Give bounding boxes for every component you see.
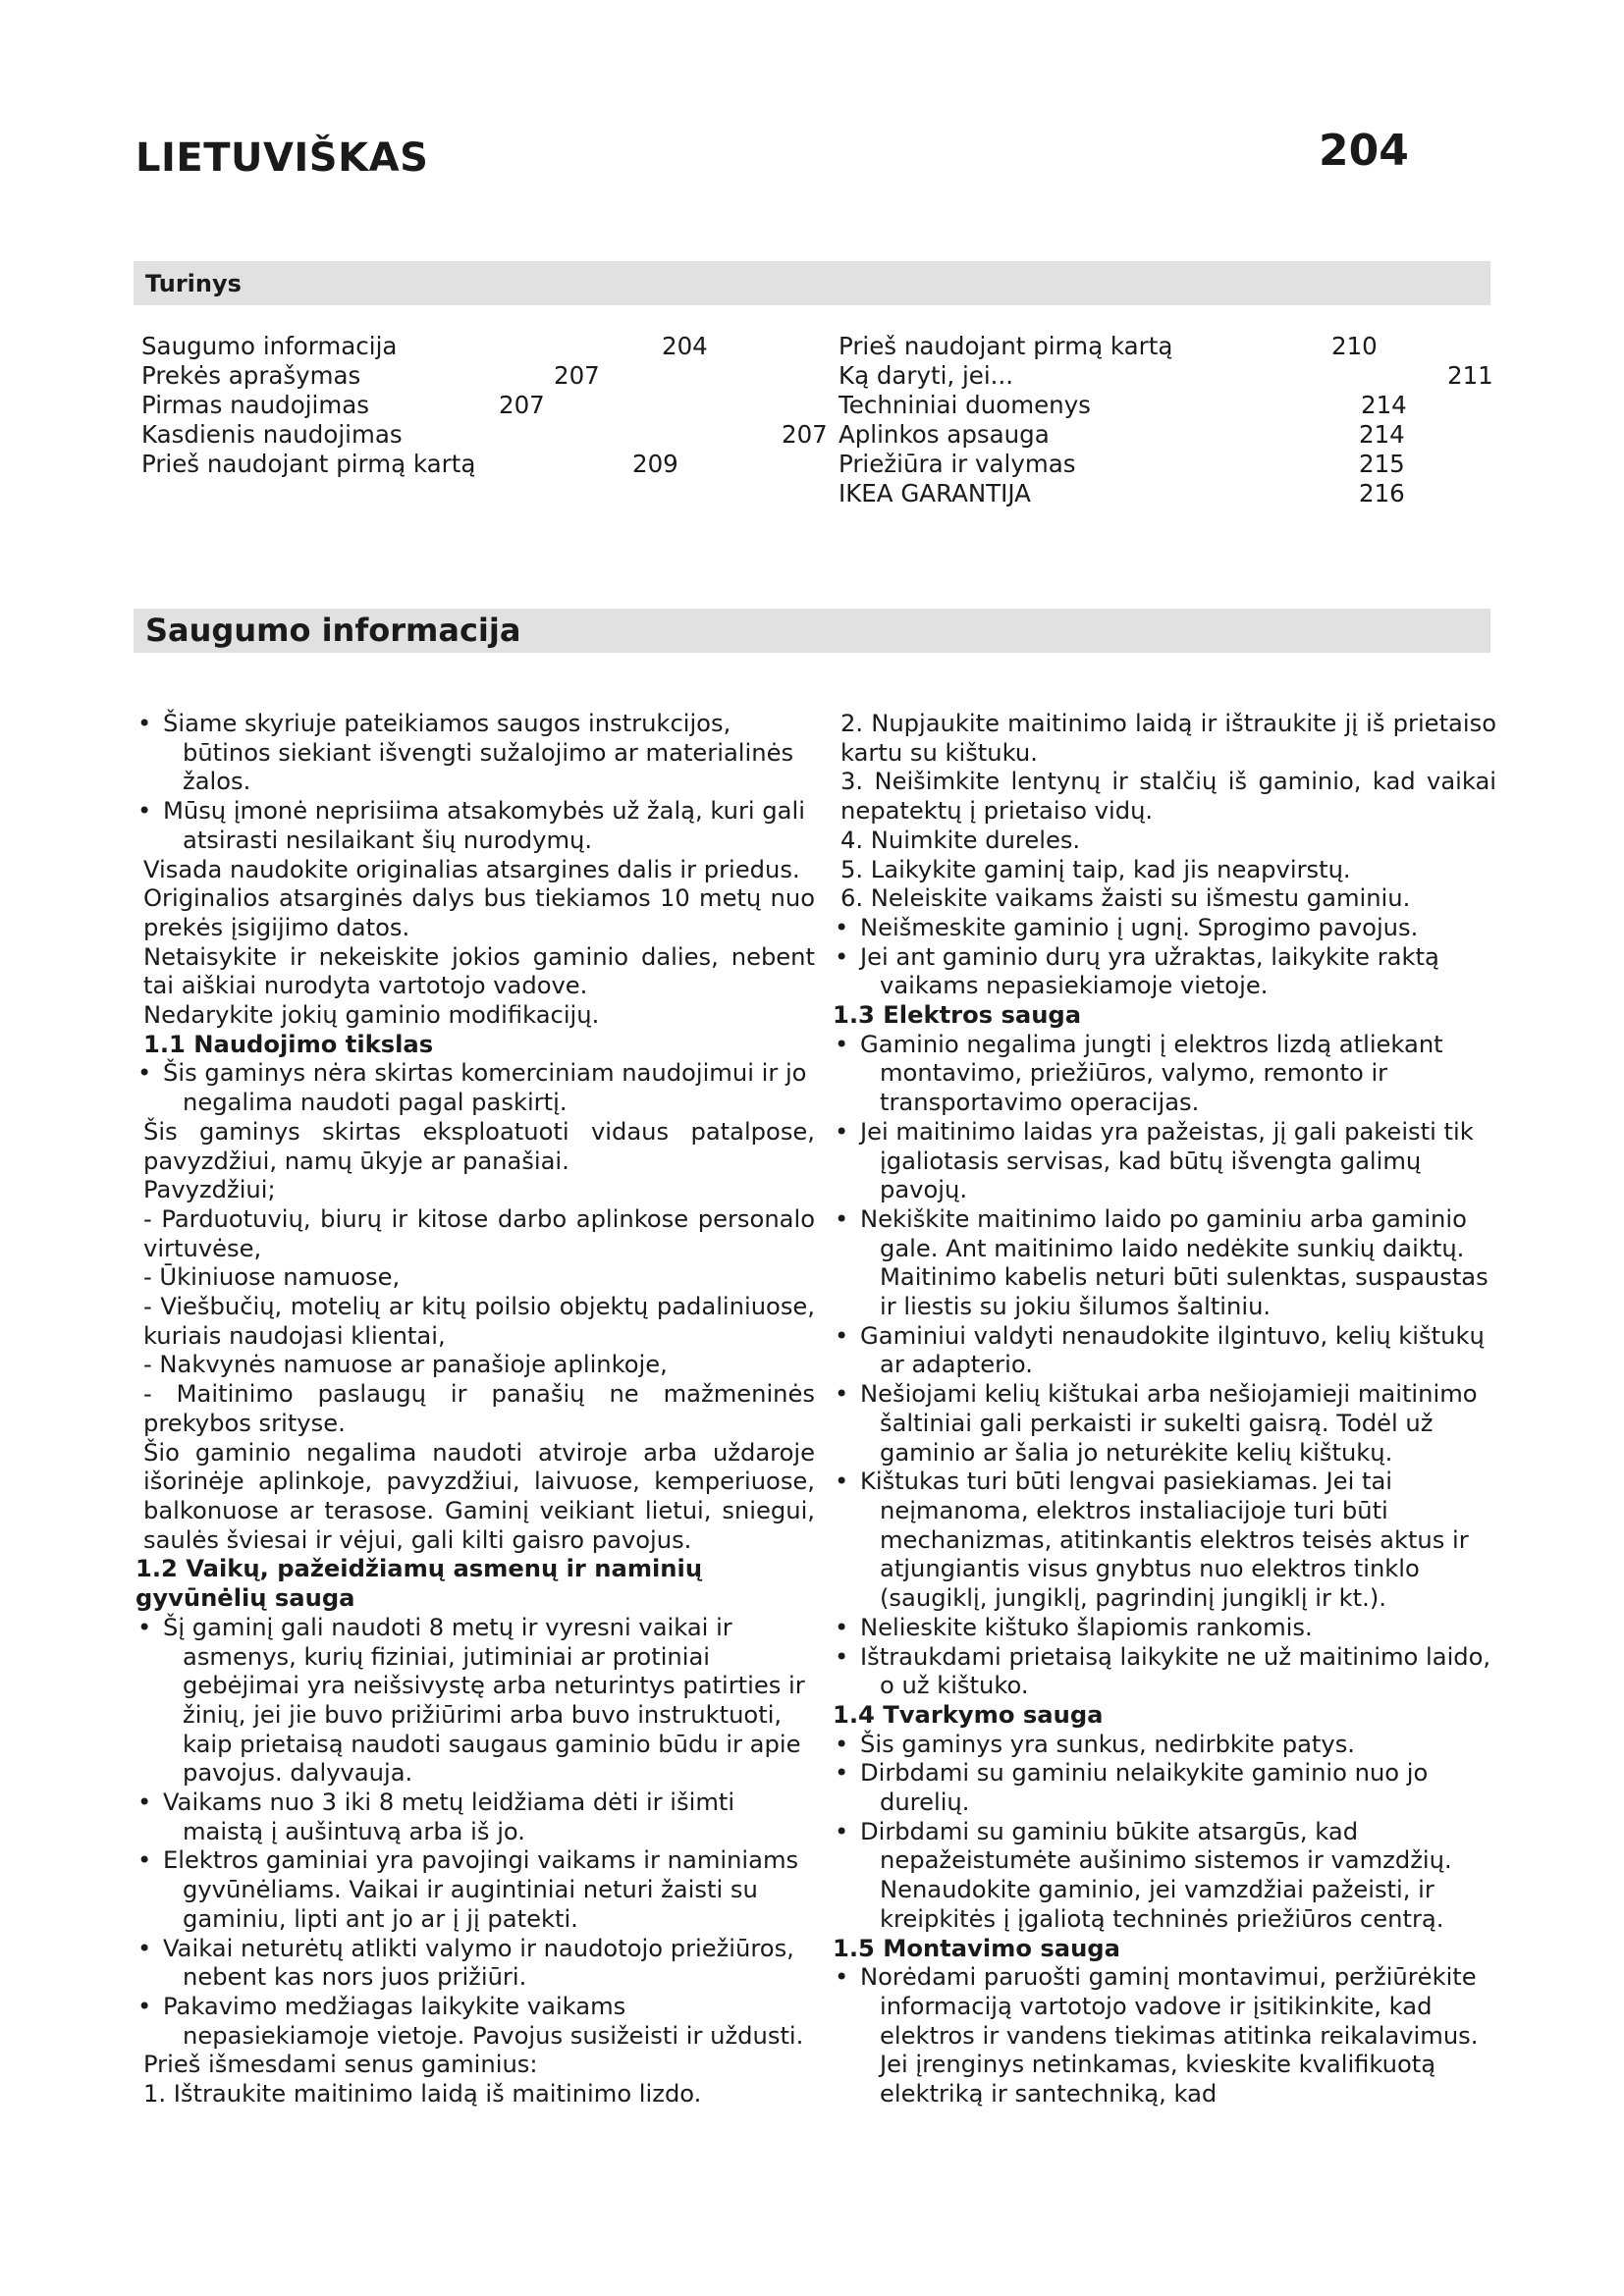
toc-entry-label: Prekės aprašymas [141,361,361,390]
toc-entry[interactable] [839,361,1493,391]
subsection-heading: 1.3 Elektros sauga [833,1001,1082,1030]
bullet-item [135,1846,815,1934]
paragraph: - Nakvynės namuose ar panašioje aplinkoje, [143,1351,668,1379]
bullet-text: Nekiškite maitinimo laido po gaminiu arba gaminio gale. Ant maitinimo laido nedėkite sunkių daiktų. Maitinimo kabelis neturi būti sulenktas, suspaustas ir liestis su jokiu šilumos šaltiniu. [860,1204,1489,1321]
bullet-text: Ištraukdami prietaisą laikykite ne už maitinimo laido, o už kištuko. [860,1642,1491,1700]
toc-entry-page: 204 [662,332,708,360]
bullet-icon: • [137,1992,152,2020]
bullet-item [833,1118,1496,1205]
paragraph: - Ūkiniuose namuose, [143,1263,401,1292]
toc-entry-label: Priežiūra ir valymas [839,450,1076,478]
bullet-item [833,1468,1496,1614]
bullet-item [833,914,1496,943]
bullet-icon: • [835,1468,849,1496]
toc-entry[interactable] [141,332,708,361]
bullet-item [135,1614,815,1789]
toc-entry-label: Kasdienis naudojimas [141,420,403,449]
bullet-icon: • [137,1846,152,1875]
bullet-icon: • [835,1759,849,1788]
bullet-icon: • [137,1613,152,1641]
subsection-heading: 1.4 Tvarkymo sauga [833,1700,1104,1729]
bullet-text: Šiame skyriuje pateikiamos saugos instrukcijos, būtinos siekiant išvengti sužalojimo ar materialinės žalos. [163,710,794,796]
toc-entry[interactable] [839,450,1405,479]
paragraph: Šio gaminio negalima naudoti atviroje arba uždaroje išorinėje aplinkoje, pavyzdžiui, laivuose, kemperiuose, balkonuose ar terasose. Gaminį veikiant lietui, sniegui, saulės šviesai ir vėjui, gali kilti gaisro pavojus. [143,1438,815,1554]
bullet-icon: • [835,1117,849,1146]
bullet-item [833,1759,1496,1817]
bullet-text: Neišmeskite gaminio į ugnį. Sprogimo pavojus. [860,913,1419,941]
toc-entry-label: Saugumo informacija [141,332,398,360]
bullet-text: Jei maitinimo laidas yra pažeistas, jį gali pakeisti tik įgaliotasis servisas, kad būtų išvengta galimų pavojų. [860,1117,1474,1204]
bullet-text: Dirbdami su gaminiu būkite atsargūs, kad nepažeistumėte aušinimo sistemos ir vamzdžių. Nenaudokite gaminio, jei vamzdžiai pažeisti, ir kreipkitės į įgaliotą techninės priežiūros centrą. [860,1817,1452,1933]
bullet-text: Mūsų įmonė neprisiima atsakomybės už žalą, kuri gali atsirasti nesilaikant šių nurodymų. [163,797,805,854]
paragraph: Prieš išmesdami senus gaminius: [143,2051,538,2079]
bullet-item [833,943,1496,1001]
bullet-icon: • [137,1789,152,1817]
paragraph: 1. Ištraukite maitinimo laidą iš maitinimo lizdo. [143,2080,702,2109]
toc-entry-label: Techniniai duomenys [839,391,1091,419]
bullet-text: Elektros gaminiai yra pavojingi vaikams ir naminiams gyvūnėliams. Vaikai ir augintiniai neturi žaisti su gaminiu, lipti ant jo ar į jį patekti. [163,1846,799,1933]
bullet-icon: • [835,1963,849,1992]
toc-entry-page: 207 [499,391,545,419]
paragraph: 6. Neleiskite vaikams žaisti su išmestu gaminiu. [840,884,1411,913]
bullet-text: Jei ant gaminio durų yra užraktas, laikykite raktą vaikams nepasiekiamoje vietoje. [860,942,1439,1000]
paragraph: - Parduotuvių, biurų ir kitose darbo aplinkose personalo virtuvėse, [143,1204,815,1262]
toc-entry-page: 215 [1359,450,1405,478]
paragraph: - Maitinimo paslaugų ir panašių ne mažmeninės prekybos srityse. [143,1380,815,1437]
toc-entry-label: Aplinkos apsauga [839,420,1050,449]
toc-heading-band [134,261,1490,305]
toc-entry-label: Ką daryti, jei... [839,361,1014,390]
paragraph: Netaisykite ir nekeiskite jokios gaminio dalies, nebent tai aiškiai nurodyta vartotojo vadove. [143,942,815,1000]
bullet-text: Dirbdami su gaminiu nelaikykite gaminio nuo jo durelių. [860,1759,1429,1817]
toc-entry-label: IKEA GARANTIJA [839,479,1031,507]
bullet-text: Gaminio negalima jungti į elektros lizdą atliekant montavimo, priežiūros, valymo, remonto ir transportavimo operacijas. [860,1030,1443,1117]
toc-entry-page: 207 [554,361,600,390]
bullet-item [833,1643,1496,1701]
toc-entry-page: 211 [1447,361,1493,390]
bullet-icon: • [835,1380,849,1409]
paragraph: - Viešbučių, motelių ar kitų poilsio objektų padaliniuose, kuriais naudojasi klientai, [143,1293,815,1350]
toc-entry-label: Pirmas naudojimas [141,391,369,419]
section-title: Saugumo informacija [145,612,521,649]
bullet-icon: • [835,1030,849,1058]
toc-entry[interactable] [141,361,600,391]
bullet-icon: • [835,1730,849,1758]
bullet-text: Šis gaminys nėra skirtas komerciniam naudojimui ir jo negalima naudoti pagal paskirtį. [163,1059,807,1117]
bullet-item [833,1031,1496,1118]
bullet-text: Gaminiui valdyti nenaudokite ilgintuvo, kelių kištukų ar adapterio. [860,1321,1485,1379]
bullet-icon: • [835,1642,849,1671]
toc-entry-label: Prieš naudojant pirmą kartą [141,450,476,478]
subsection-heading: 1.1 Naudojimo tikslas [143,1030,434,1058]
section-heading-band [134,609,1490,653]
paragraph: Šis gaminys skirtas eksploatuoti vidaus patalpose, pavyzdžiui, namų ūkyje ar panašiai. [143,1117,815,1175]
bullet-icon: • [835,1817,849,1845]
toc-entry-page: 216 [1359,479,1405,507]
bullet-item [135,797,815,855]
toc-heading: Turinys [145,270,242,297]
bullet-item [833,1205,1496,1322]
bullet-item [135,1935,815,1993]
bullet-text: Nešiojami kelių kištukai arba nešiojamieji maitinimo šaltiniai gali perkaisti ir sukelti gaisrą. Todėl už gaminio ar šalia jo neturėkite kelių kištukų. [860,1380,1478,1467]
toc-entry-page: 209 [632,450,678,478]
bullet-icon: • [835,1613,849,1641]
bullet-item [833,1963,1496,2109]
toc-entry-page: 207 [782,420,828,449]
bullet-text: Nelieskite kištuko šlapiomis rankomis. [860,1613,1313,1641]
bullet-item [833,1818,1496,1935]
bullet-icon: • [835,1321,849,1350]
page-number: 204 [1319,126,1409,176]
bullet-text: Šį gaminį gali naudoti 8 metų ir vyresni vaikai ir asmenys, kurių fiziniai, jutiminiai ar protiniai gebėjimai yra neišsivystę arba neturintys patirties ir žinių, jei jie buvo prižiūrimi arba buvo instruktuoti, kaip prietaisą naudoti saugaus gaminio būdu ir apie pavojus. dalyvauja. [163,1613,805,1788]
toc-entry-label: Prieš naudojant pirmą kartą [839,332,1173,360]
bullet-text: Vaikai neturėtų atlikti valymo ir naudotojo priežiūros, nebent kas nors juos prižiūri. [163,1934,794,1992]
bullet-icon: • [835,1204,849,1233]
bullet-item [833,1731,1496,1760]
paragraph: Originalios atsarginės dalys bus tiekiamos 10 metų nuo prekės įsigijimo datos. [143,884,815,941]
page-title: LIETUVIŠKAS [135,135,429,181]
bullet-icon: • [137,797,152,826]
toc-entry-page: 210 [1331,332,1378,360]
bullet-item [833,1614,1496,1643]
toc-entry[interactable] [141,391,545,420]
right-text-column [833,710,1496,2109]
bullet-text: Norėdami paruošti gaminį montavimui, peržiūrėkite informaciją vartotojo vadove ir įsitikinkite, kad elektros ir vandens tiekimas atitinka reikalavimus. Jei įrenginys netinkamas, kvieskite kvalifikuotą elektriką ir santechniką, kad [860,1963,1479,2109]
bullet-icon: • [835,942,849,971]
toc-entry[interactable] [141,420,828,450]
toc-entry[interactable] [839,332,1378,361]
paragraph: 4. Nuimkite dureles. [840,826,1081,854]
toc-entry-page: 214 [1361,391,1407,419]
paragraph: 3. Neišimkite lentynų ir stalčių iš gaminio, kad vaikai nepatektų į prietaiso vidų. [840,768,1496,826]
bullet-item [135,1789,815,1846]
bullet-item [135,710,815,797]
bullet-text: Kištukas turi būti lengvai pasiekiamas. Jei tai neįmanoma, elektros instaliacijoje turi būti mechanizmas, atitinkantis elektros teisės aktus ir atjungiantis visus gnybtus nuo elektros tinklo (saugiklį, jungiklį, pagrindinį jungiklį ir kt.). [860,1468,1469,1613]
bullet-item [135,1059,815,1117]
bullet-icon: • [137,1934,152,1962]
paragraph: Visada naudokite originalias atsargines dalis ir priedus. [143,855,800,883]
bullet-icon: • [835,913,849,941]
bullet-icon: • [137,710,152,737]
bullet-text: Šis gaminys yra sunkus, nedirbkite patys. [860,1730,1355,1758]
bullet-icon: • [137,1059,152,1088]
toc-entry-page: 214 [1359,420,1405,449]
toc-entry[interactable] [839,391,1407,420]
paragraph: Nedarykite jokių gaminio modifikacijų. [143,1001,600,1030]
left-text-column [135,710,815,2109]
toc-entry[interactable] [839,479,1405,508]
bullet-item [135,1993,815,2051]
subsection-heading: 1.5 Montavimo sauga [833,1934,1120,1962]
toc-entry[interactable] [141,450,678,479]
bullet-text: Vaikams nuo 3 iki 8 metų leidžiama dėti ir išimti maistą į aušintuvą arba iš jo. [163,1789,735,1845]
paragraph: 2. Nupjaukite maitinimo laidą ir ištraukite jį iš prietaiso kartu su kištuku. [840,710,1496,767]
paragraph: Pavyzdžiui; [143,1176,276,1204]
toc-entry[interactable] [839,420,1405,450]
paragraph: 5. Laikykite gaminį taip, kad jis neapvirstų. [840,855,1351,883]
bullet-text: Pakavimo medžiagas laikykite vaikams nepasiekiamoje vietoje. Pavojus susižeisti ir uždusti. [163,1992,804,2050]
subsection-heading: 1.2 Vaikų, pažeidžiamų asmenų ir naminių gyvūnėlių sauga [135,1555,703,1613]
bullet-item [833,1380,1496,1468]
bullet-item [833,1322,1496,1380]
